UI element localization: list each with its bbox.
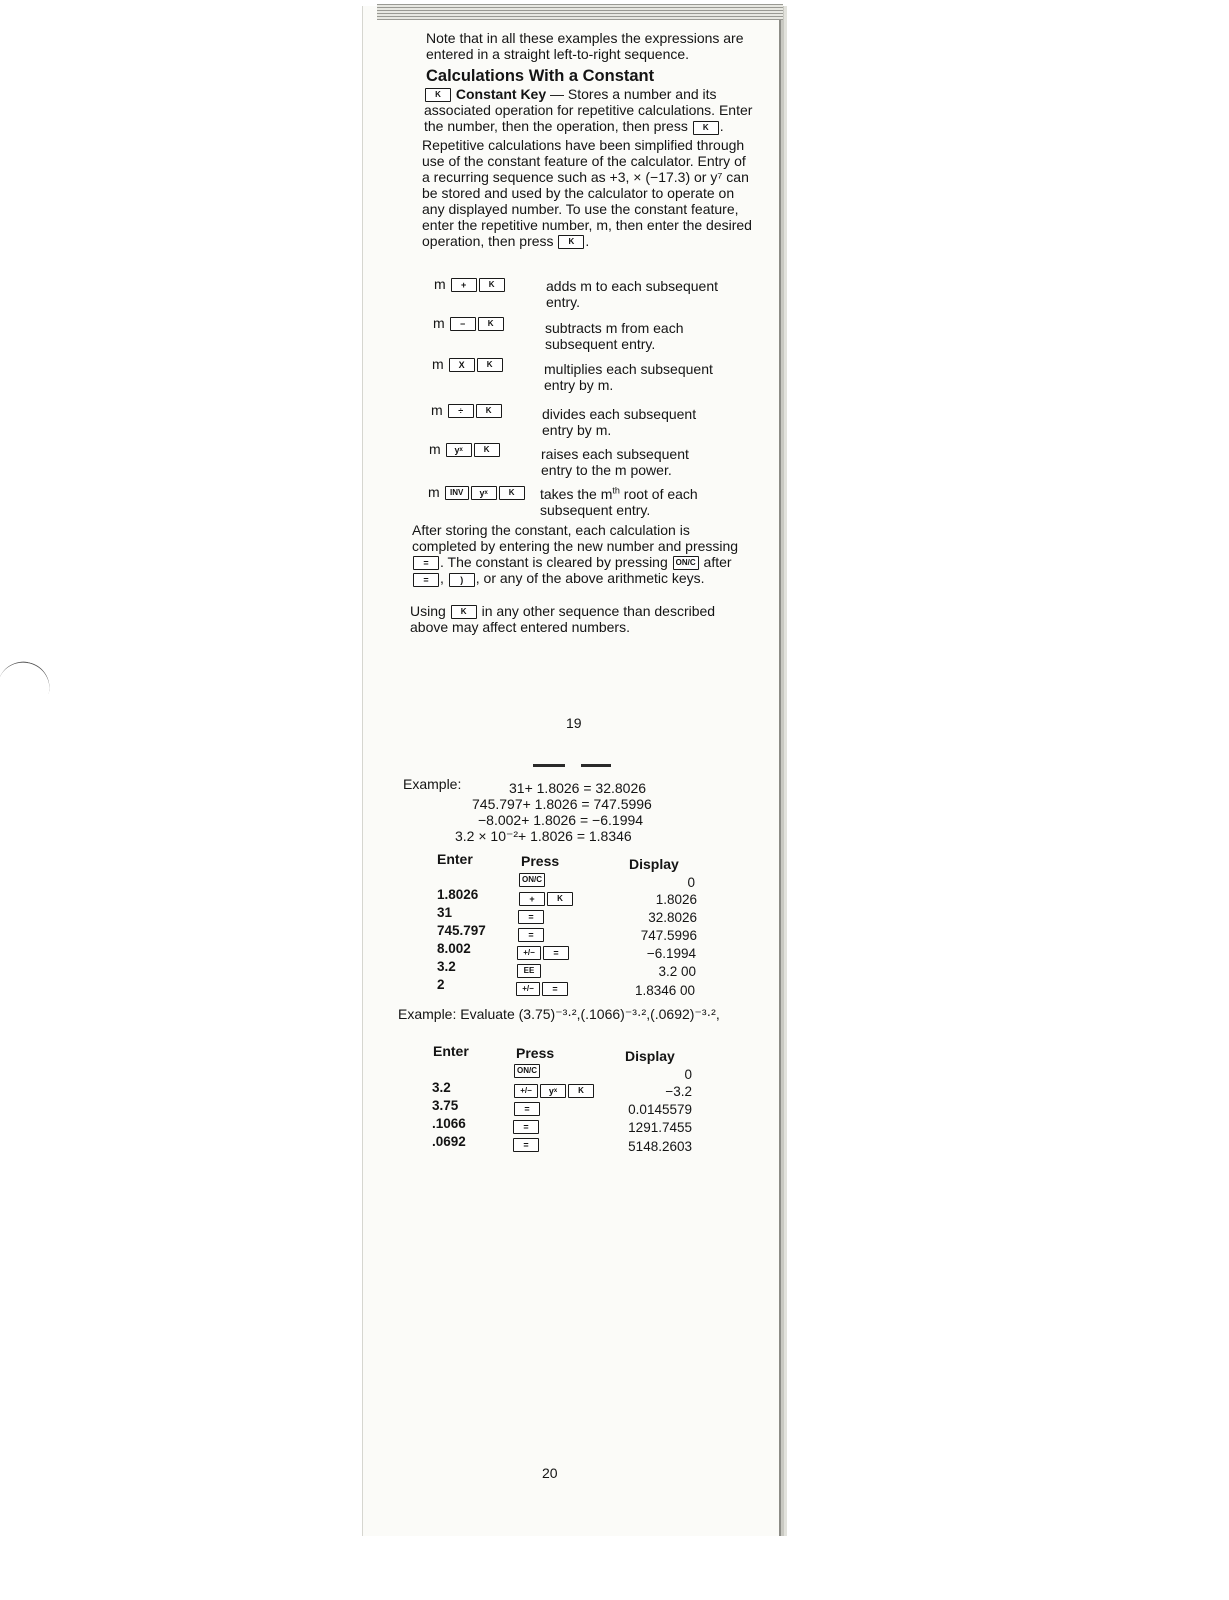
equals-key-icon: =	[543, 946, 569, 960]
press-cell	[518, 872, 546, 887]
example-1-equation: 31+ 1.8026 = 32.8026	[509, 780, 647, 796]
equals-key-icon: =	[413, 556, 439, 570]
plus-key-icon: +	[451, 278, 477, 292]
equals-key-icon: =	[514, 1102, 540, 1116]
display-cell: 747.5996	[640, 928, 697, 943]
press-cell	[513, 1063, 541, 1078]
repetitive-text: Repetitive calculations have been simplified through use of the constant feature of the calculator. Entry of a recurring sequence such as +3, × (−17.3) or y⁷ can be stored and used by the calculator to operate on any displayed number. To use the constant feature, enter the repetitive number, m, then enter the desired operation, then press	[422, 137, 752, 249]
enter-cell: .0692	[432, 1134, 466, 1149]
op-keys-root: m INV yˣ K	[428, 484, 526, 500]
example-1-equation: −8.002+ 1.8026 = −6.1994	[478, 812, 644, 828]
constant-key-paragraph: K Constant Key — Stores a number and its associated operation for repetitive calculations. Enter the number, then the operation, then press K .	[424, 86, 753, 135]
k-key-icon: K	[693, 121, 719, 135]
op-desc-add: adds m to each subsequent entry.	[546, 278, 719, 310]
enter-cell: 3.2	[437, 959, 456, 974]
change-sign-key-icon: +/−	[514, 1084, 538, 1098]
example-1-equation: 745.797+ 1.8026 = 747.5996	[472, 796, 652, 812]
k-key-icon: K	[558, 235, 584, 249]
op-keys-add: m + K	[434, 276, 506, 292]
k-key-icon: K	[425, 88, 451, 102]
power-key-icon: yˣ	[471, 486, 497, 500]
display-cell: 3.2 00	[658, 964, 696, 979]
ee-key-icon: EE	[517, 964, 541, 978]
page-divider	[533, 764, 613, 768]
enter-cell: 31	[437, 905, 453, 920]
enter-cell: 3.75	[432, 1098, 459, 1113]
k-key-icon: K	[474, 443, 500, 457]
display-cell: 0	[684, 1067, 692, 1082]
op-keys-multiply: m X K	[432, 356, 504, 372]
repetitive-paragraph: Repetitive calculations have been simplified through use of the constant feature of the calculator. Entry of a recurring sequence such as +3, × (−17.3) or y⁷ can be stored and used by the calculator to operate on any displayed number. To use the constant feature, enter the repetitive number, m, then enter the desired operation, then press K .	[422, 137, 752, 249]
op-keys-divide: m ÷ K	[431, 402, 503, 418]
equals-key-icon: =	[513, 1138, 539, 1152]
col-header-display: Display	[629, 856, 679, 872]
press-cell	[518, 891, 574, 906]
power-key-icon: yˣ	[446, 443, 472, 457]
page-number-19: 19	[566, 715, 582, 731]
press-cell	[515, 981, 569, 996]
example-2-label: Example: Evaluate (3.75)⁻³·²,(.1066)⁻³·²,(.0692)⁻³·²,	[398, 1006, 720, 1022]
example-1-label: Example:	[403, 776, 462, 792]
display-cell: 1.8346 00	[634, 983, 695, 998]
op-desc-subtract: subtracts m from each subsequent entry.	[545, 320, 684, 352]
display-cell: −3.2	[665, 1084, 692, 1099]
k-key-icon: K	[547, 892, 573, 906]
section-heading: Calculations With a Constant	[426, 67, 655, 85]
scan-artifact-curve	[0, 656, 55, 699]
after-storing-paragraph: After storing the constant, each calculation is completed by entering the new number and pressing = . The constant is cleared by pressing ON/C after = , ) , or any of the above arithmetic keys.	[412, 522, 739, 587]
col-header-press: Press	[521, 853, 560, 869]
display-cell: 32.8026	[648, 910, 697, 925]
equals-key-icon: =	[518, 928, 544, 942]
close-paren-key-icon: )	[449, 573, 475, 587]
op-desc-root: takes the $m^{th}$ root of each subsequent entry.	[540, 485, 698, 518]
power-key-icon: yˣ	[540, 1084, 566, 1098]
display-cell: 0.0145579	[628, 1102, 692, 1117]
multiply-key-icon: X	[449, 358, 475, 372]
equals-key-icon: =	[513, 1120, 539, 1134]
op-keys-power: m yˣ K	[429, 441, 501, 457]
op-keys-subtract: m − K	[433, 315, 505, 331]
enter-cell: 1.8026	[437, 887, 479, 902]
press-cell	[513, 1101, 541, 1116]
enter-cell: 8.002	[437, 941, 471, 956]
constant-key-title: Constant Key	[455, 86, 547, 102]
divide-key-icon: ÷	[448, 404, 474, 418]
enter-cell: .1066	[432, 1116, 466, 1131]
equals-key-icon: =	[542, 982, 568, 996]
op-desc-divide: divides each subsequent entry by m.	[542, 406, 697, 438]
press-cell	[517, 909, 545, 924]
col-header-enter: Enter	[433, 1043, 469, 1059]
display-cell: −6.1994	[646, 946, 696, 961]
k-key-icon: K	[476, 404, 502, 418]
page-number-20: 20	[542, 1465, 558, 1481]
on-c-key-icon: ON/C	[514, 1064, 540, 1078]
plus-key-icon: +	[519, 892, 545, 906]
constant-key-text: — Stores a number and its associated operation for repetitive calculations. Enter the number, then the operation, then press	[424, 86, 753, 135]
op-desc-multiply: multiplies each subsequent entry by m.	[544, 361, 713, 393]
press-cell	[512, 1137, 540, 1152]
example-1-equation: 3.2 × 10⁻²+ 1.8026 = 1.8346	[455, 828, 632, 844]
press-cell	[516, 945, 570, 960]
equals-key-icon: =	[413, 573, 439, 587]
change-sign-key-icon: +/−	[517, 946, 541, 960]
press-cell	[517, 927, 545, 942]
display-cell: 1.8026	[655, 892, 697, 907]
k-key-icon: K	[478, 317, 504, 331]
col-header-press: Press	[516, 1045, 555, 1061]
minus-key-icon: −	[450, 317, 476, 331]
k-key-icon: K	[451, 605, 477, 619]
k-key-icon: K	[479, 278, 505, 292]
enter-cell: 745.797	[437, 923, 486, 938]
intro-note: Note that in all these examples the expressions are entered in a straight left-to-right sequence.	[426, 30, 744, 62]
k-key-icon: K	[568, 1084, 594, 1098]
equals-key-icon: =	[518, 910, 544, 924]
k-key-icon: K	[499, 486, 525, 500]
on-c-key-icon: ON/C	[519, 873, 545, 887]
col-header-display: Display	[625, 1048, 675, 1064]
using-paragraph: Using K in any other sequence than described above may affect entered numbers.	[410, 603, 716, 636]
op-desc-power: raises each subsequent entry to the m power.	[541, 446, 689, 478]
display-cell: 1291.7455	[628, 1120, 692, 1135]
col-header-enter: Enter	[437, 851, 473, 867]
on-c-key-icon: ON/C	[673, 556, 699, 570]
press-cell	[516, 963, 542, 978]
enter-cell: 2	[437, 977, 445, 992]
display-cell: 0	[687, 875, 695, 890]
press-cell	[512, 1119, 540, 1134]
inv-key-icon: INV	[445, 486, 469, 500]
change-sign-key-icon: +/−	[516, 982, 540, 996]
display-cell: 5148.2603	[628, 1139, 692, 1154]
enter-cell: 3.2	[432, 1080, 451, 1095]
k-key-icon: K	[477, 358, 503, 372]
